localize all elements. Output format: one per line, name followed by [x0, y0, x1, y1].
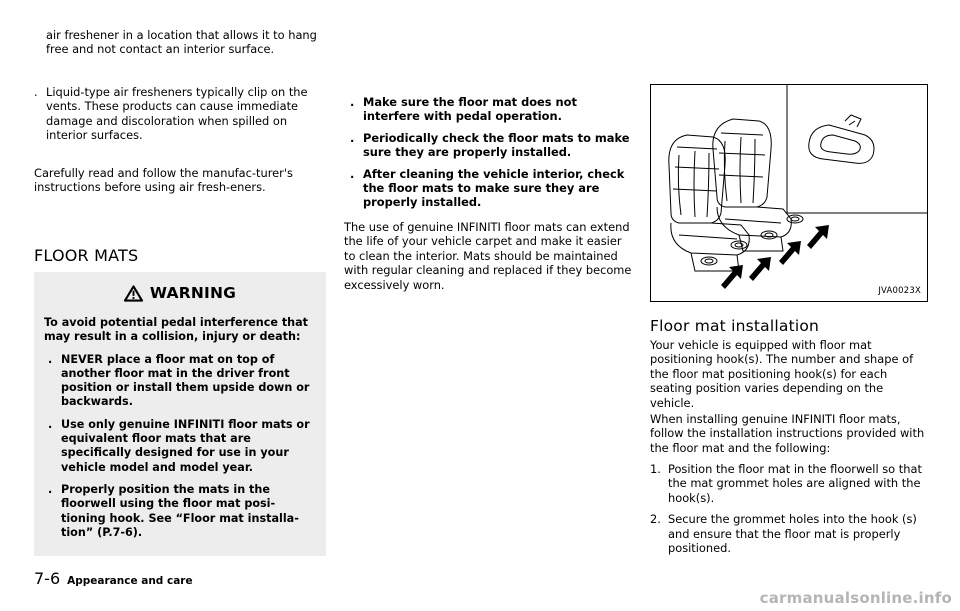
warning-triangle-icon	[124, 285, 143, 302]
watermark: carmanualsonline.info	[759, 589, 952, 607]
floor-mat-illustration	[650, 84, 928, 302]
subsection-title: Floor mat installation	[650, 317, 820, 335]
warning-item: . Properly position the mats in the floorwell using the floor mat posi-tioning hook. See “Floor mat installa-tion” (P.7-6).	[48, 482, 299, 539]
step-item: 2. Secure the grommet holes into the hook (s) and ensure that the floor mat is properly positioned.	[650, 512, 917, 556]
warning-item: . NEVER place a floor mat on top of another floor mat in the driver front position or install them upside down or backwards.	[48, 352, 310, 409]
installation-steps	[650, 455, 928, 555]
installation-para-1: Your vehicle is equipped with floor mat positioning hook(s). The number and shape of the floor mat positioning hook(s) for each seating position varies depending on the vehicle.	[650, 338, 914, 410]
floor-mat-paragraph: The use of genuine INFINITI floor mats can extend the life of your vehicle carpet and make it easier to clean the interior. Mats should be maintained with regular cleaning and replaced if they become excessively worn.	[344, 220, 632, 292]
warning-continuation-list	[344, 94, 632, 217]
footer-section-title: Appearance and care	[67, 575, 193, 587]
seat-right-icon	[713, 119, 791, 251]
step-item: 1. Position the floor mat in the floorwell so that the mat grommet holes are aligned with the hook(s).	[650, 462, 922, 505]
closing-paragraph: Carefully read and follow the manufac-turer's instructions before using air fresh-eners.	[34, 166, 293, 195]
seats-and-hooks-drawing	[651, 85, 927, 301]
warning-item: . Make sure the floor mat does not interfere with pedal operation.	[350, 95, 577, 124]
bullet-item: . Liquid-type air fresheners typically clip on the vents. These products can cause immediate damage and discoloration when spilled on interior surfaces.	[34, 85, 308, 143]
hook-detail-icon	[809, 115, 874, 163]
warning-header	[44, 284, 316, 302]
seat-left-icon	[669, 135, 749, 271]
warning-box	[34, 272, 326, 556]
section-title: FLOOR MATS	[34, 246, 139, 265]
continuation-text: air freshener in a location that allows it to hang free and not contact an interior surface.	[46, 28, 317, 57]
warning-title: WARNING	[149, 284, 237, 302]
figure-code: JVA0023X	[878, 286, 921, 296]
warning-item: . Use only genuine INFINITI floor mats or equivalent floor mats that are specifically designed for use in your vehicle model and model year.	[48, 417, 310, 474]
page-number: 7-6	[34, 569, 61, 588]
warning-item: . Periodically check the floor mats to make sure they are properly installed.	[350, 130, 630, 160]
warning-intro: To avoid potential pedal interference that may result in a collision, injury or death:	[44, 316, 309, 344]
page-footer	[34, 569, 193, 588]
installation-para-2: When installing genuine INFINITI floor mats, follow the installation instructions provided with the floor mat and the following:	[650, 412, 925, 455]
warning-item: . After cleaning the vehicle interior, check the floor mats to make sure they are properly installed.	[350, 166, 625, 210]
